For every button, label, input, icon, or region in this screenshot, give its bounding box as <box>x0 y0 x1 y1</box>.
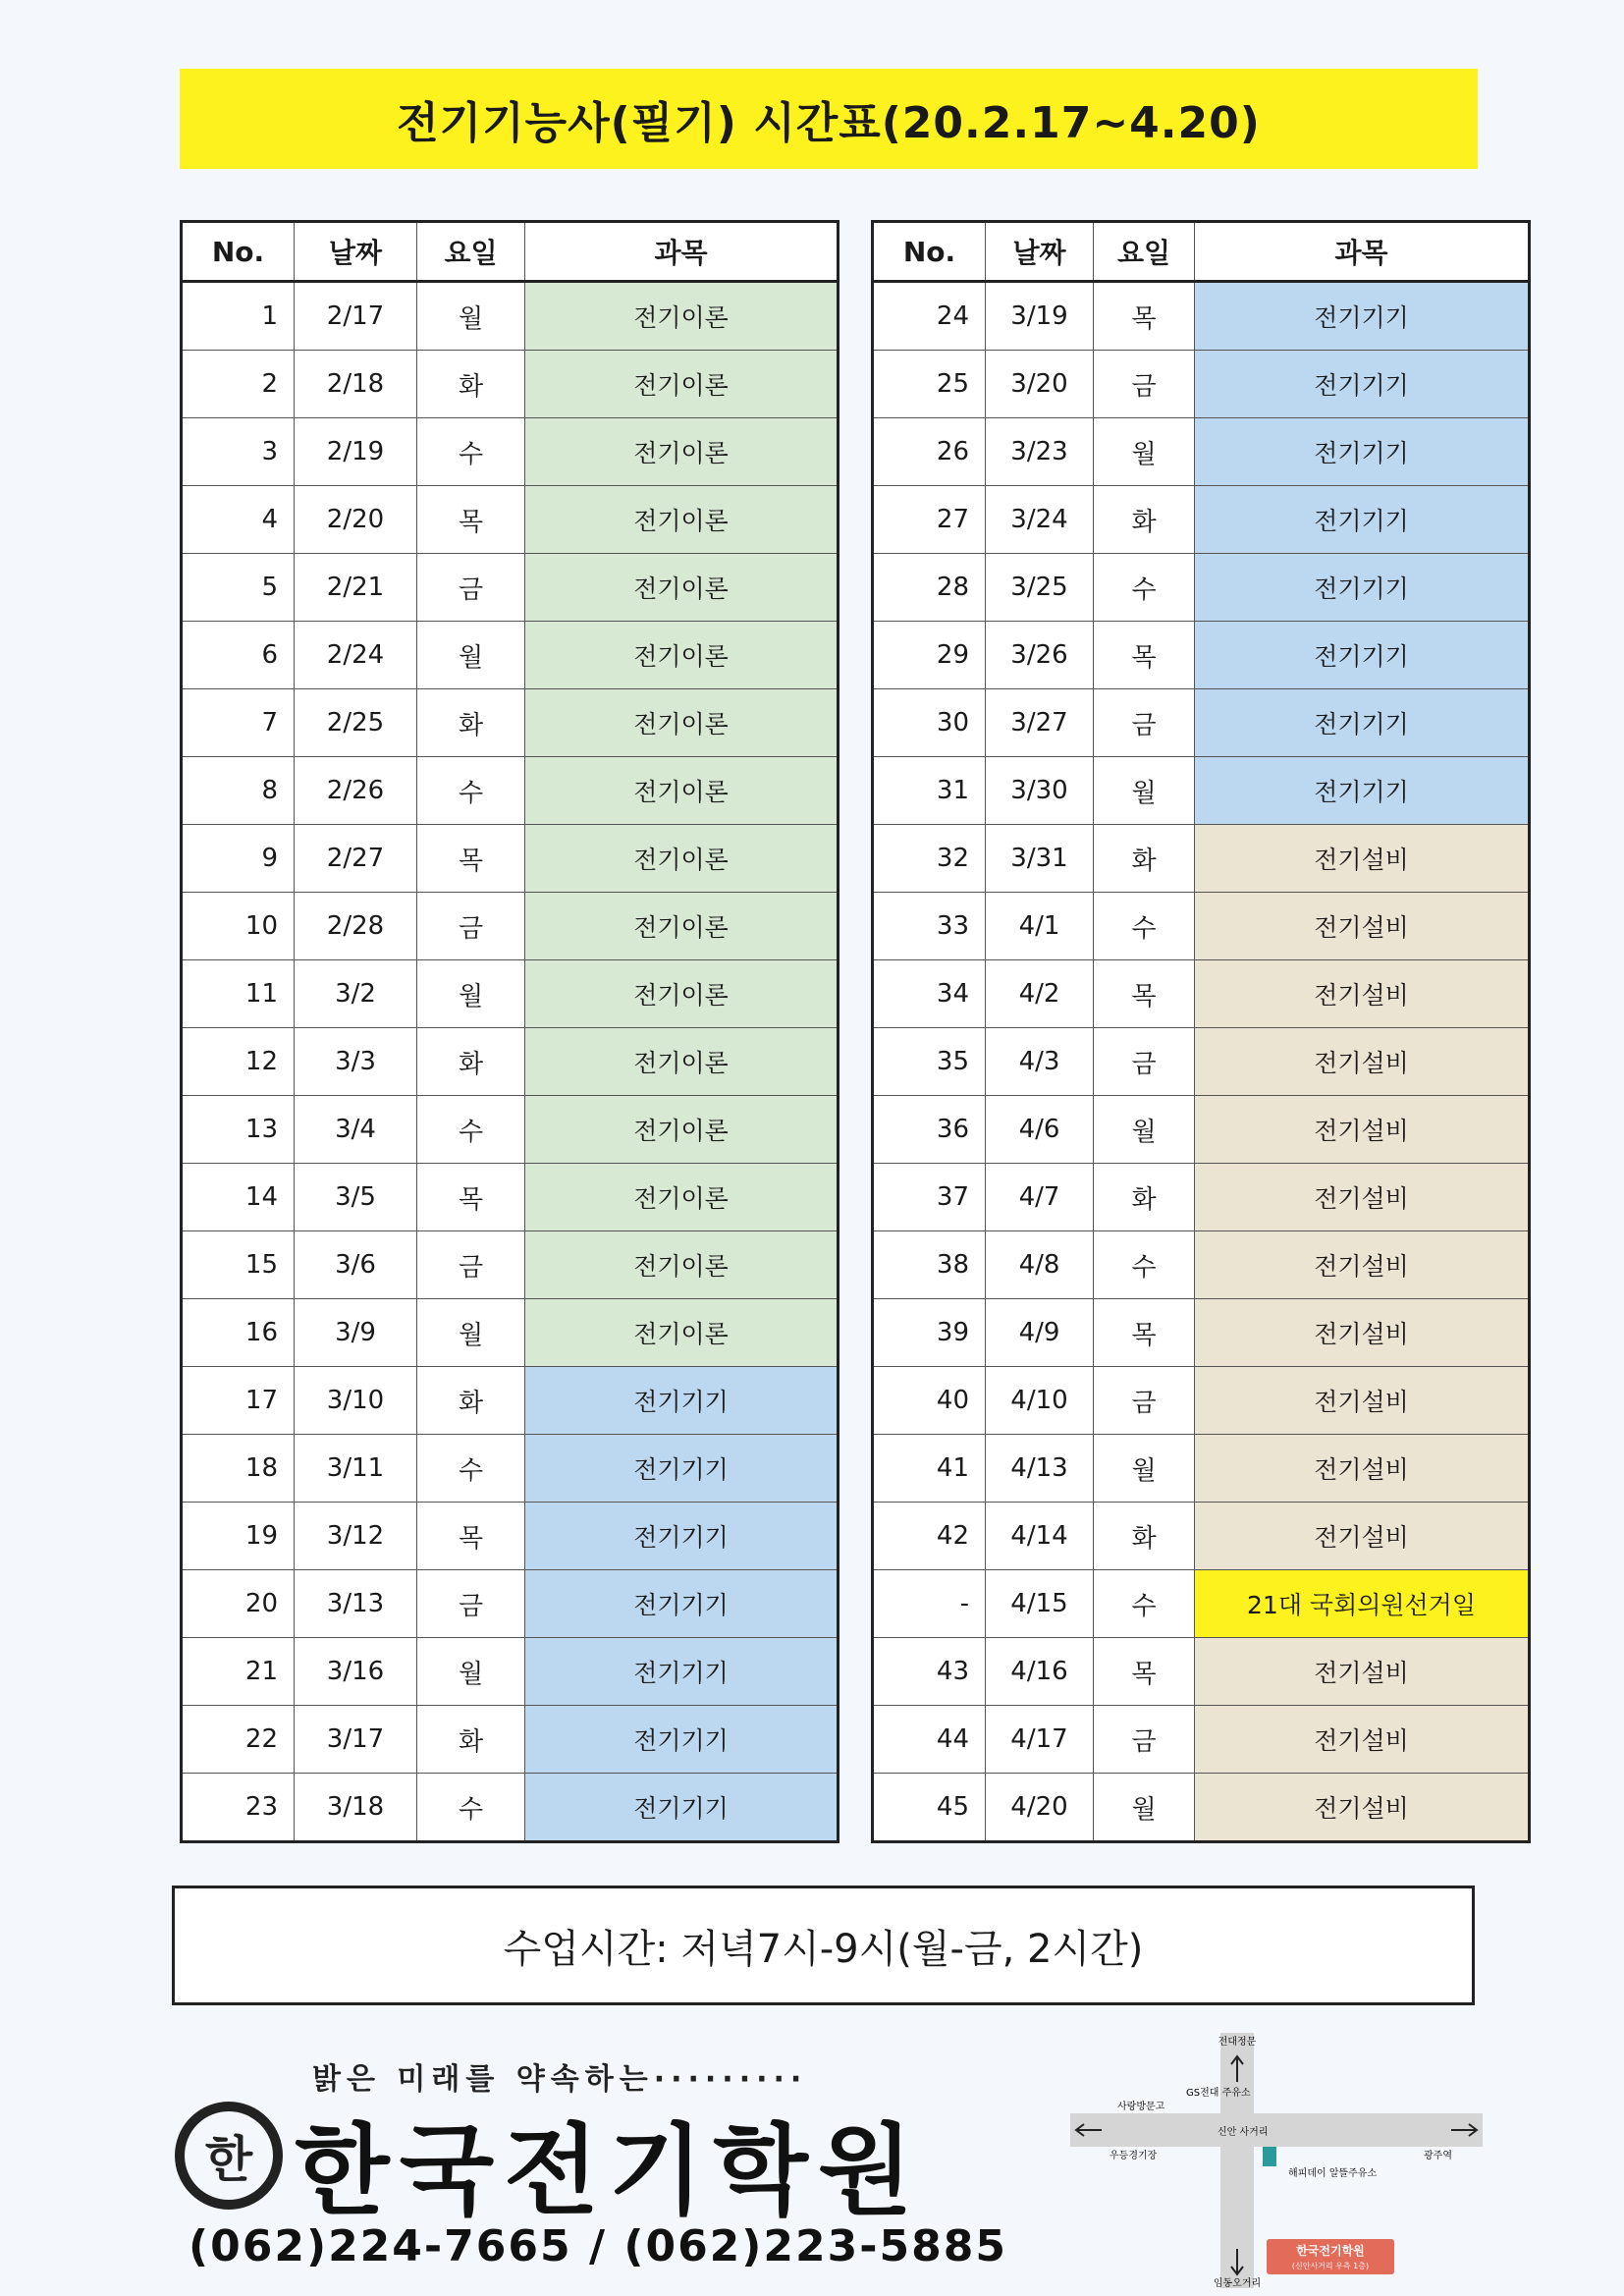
table-row <box>182 351 839 418</box>
row-day: 월 <box>1094 418 1195 486</box>
table-row <box>873 554 1530 622</box>
class-hours: 수업시간: 저녁7시-9시(월-금, 2시간) <box>172 1886 1475 2005</box>
row-subject: 전기기기 <box>1195 757 1530 825</box>
row-date: 4/8 <box>986 1231 1094 1299</box>
row-subject: 전기기기 <box>525 1367 839 1435</box>
row-no: 9 <box>182 825 295 893</box>
table-row <box>182 1774 839 1842</box>
row-no: 40 <box>873 1367 986 1435</box>
row-no: 13 <box>182 1096 295 1164</box>
table-row <box>182 825 839 893</box>
table-row <box>873 1096 1530 1164</box>
row-no: 27 <box>873 486 986 554</box>
row-subject: 전기이론 <box>525 554 839 622</box>
map-label-east: 광주역 <box>1424 2151 1452 2161</box>
schedule-body-left <box>182 282 839 1842</box>
table-row <box>182 1096 839 1164</box>
row-date: 3/19 <box>986 282 1094 351</box>
row-no: 28 <box>873 554 986 622</box>
row-date: 2/24 <box>295 622 417 689</box>
row-day: 수 <box>1094 1570 1195 1638</box>
row-subject: 전기기기 <box>525 1774 839 1842</box>
row-no: 23 <box>182 1774 295 1842</box>
table-row <box>873 1299 1530 1367</box>
map-label-school-sub: (신안사거리 우측 1층) <box>1291 2262 1370 2270</box>
row-day: 수 <box>1094 1231 1195 1299</box>
row-date: 3/9 <box>295 1299 417 1367</box>
row-no: 11 <box>182 960 295 1028</box>
map-label-south: 임동오거리 <box>1213 2278 1262 2288</box>
row-no: 20 <box>182 1570 295 1638</box>
row-day: 화 <box>417 1028 525 1096</box>
row-no: 6 <box>182 622 295 689</box>
row-no: 1 <box>182 282 295 351</box>
row-date: 2/26 <box>295 757 417 825</box>
row-subject: 전기기기 <box>1195 622 1530 689</box>
row-day: 월 <box>417 960 525 1028</box>
row-date: 2/19 <box>295 418 417 486</box>
row-day: 화 <box>1094 1503 1195 1570</box>
row-day: 금 <box>1094 689 1195 757</box>
table-row <box>182 1367 839 1435</box>
row-no: 15 <box>182 1231 295 1299</box>
row-day: 화 <box>417 689 525 757</box>
table-row <box>873 486 1530 554</box>
row-subject: 전기이론 <box>525 893 839 960</box>
academy-tagline: 밝은 미래를 약속하는········· <box>312 2062 808 2097</box>
row-no: 37 <box>873 1164 986 1231</box>
academy-name: 한국전기학원 <box>295 2113 923 2228</box>
row-subject: 전기이론 <box>525 622 839 689</box>
row-no: 43 <box>873 1638 986 1706</box>
row-day: 월 <box>417 622 525 689</box>
row-subject: 전기설비 <box>1195 825 1530 893</box>
row-date: 4/6 <box>986 1096 1094 1164</box>
table-row <box>182 1299 839 1367</box>
row-date: 3/10 <box>295 1367 417 1435</box>
table-row <box>182 757 839 825</box>
row-date: 4/9 <box>986 1299 1094 1367</box>
row-day: 수 <box>417 1774 525 1842</box>
table-row <box>182 960 839 1028</box>
schedule-table-right <box>871 220 1531 1843</box>
location-map <box>1070 2033 1483 2288</box>
row-date: 2/27 <box>295 825 417 893</box>
map-label-gs: GS전대 주유소 <box>1186 2088 1251 2099</box>
row-date: 4/20 <box>986 1774 1094 1842</box>
row-subject: 전기기기 <box>525 1706 839 1774</box>
row-no: 35 <box>873 1028 986 1096</box>
row-no: 45 <box>873 1774 986 1842</box>
table-row <box>873 418 1530 486</box>
row-subject: 전기기기 <box>525 1638 839 1706</box>
row-day: 목 <box>1094 622 1195 689</box>
row-date: 3/16 <box>295 1638 417 1706</box>
table-row <box>182 486 839 554</box>
row-date: 4/10 <box>986 1367 1094 1435</box>
table-row <box>873 689 1530 757</box>
row-subject: 전기이론 <box>525 757 839 825</box>
row-day: 목 <box>417 1503 525 1570</box>
row-date: 2/28 <box>295 893 417 960</box>
header-date: 날짜 <box>295 222 417 282</box>
row-no: 18 <box>182 1435 295 1503</box>
row-day: 금 <box>417 1570 525 1638</box>
row-date: 3/25 <box>986 554 1094 622</box>
map-label-center: 신안 사거리 <box>1218 2127 1269 2138</box>
table-header-row <box>182 222 839 282</box>
row-day: 금 <box>1094 351 1195 418</box>
row-date: 3/24 <box>986 486 1094 554</box>
row-day: 금 <box>1094 1706 1195 1774</box>
row-subject: 전기기기 <box>525 1503 839 1570</box>
page-title: 전기기능사(필기) 시간표(20.2.17~4.20) <box>180 69 1478 169</box>
row-subject: 전기이론 <box>525 1028 839 1096</box>
row-subject: 전기이론 <box>525 1096 839 1164</box>
row-day: 화 <box>1094 486 1195 554</box>
schedule-body-right <box>873 282 1530 1842</box>
row-day: 화 <box>417 1706 525 1774</box>
row-subject: 전기기기 <box>1195 282 1530 351</box>
row-day: 금 <box>417 554 525 622</box>
table-row <box>873 893 1530 960</box>
row-day: 목 <box>1094 960 1195 1028</box>
row-date: 4/15 <box>986 1570 1094 1638</box>
row-date: 2/25 <box>295 689 417 757</box>
table-row <box>182 622 839 689</box>
row-subject: 전기설비 <box>1195 1028 1530 1096</box>
row-no: 21 <box>182 1638 295 1706</box>
row-subject: 21대 국회의원선거일 <box>1195 1570 1530 1638</box>
table-row <box>873 1164 1530 1231</box>
row-no: 2 <box>182 351 295 418</box>
row-no: 36 <box>873 1096 986 1164</box>
header-no: No. <box>873 222 986 282</box>
row-no: 32 <box>873 825 986 893</box>
row-no: 10 <box>182 893 295 960</box>
header-date: 날짜 <box>986 222 1094 282</box>
row-no: 17 <box>182 1367 295 1435</box>
row-day: 수 <box>417 1435 525 1503</box>
row-day: 월 <box>417 1638 525 1706</box>
row-date: 4/3 <box>986 1028 1094 1096</box>
row-no: 39 <box>873 1299 986 1367</box>
row-date: 3/26 <box>986 622 1094 689</box>
row-day: 수 <box>417 1096 525 1164</box>
row-no: 26 <box>873 418 986 486</box>
row-date: 2/20 <box>295 486 417 554</box>
table-row <box>873 825 1530 893</box>
row-day: 월 <box>417 282 525 351</box>
row-day: 목 <box>1094 1638 1195 1706</box>
row-subject: 전기이론 <box>525 282 839 351</box>
row-subject: 전기설비 <box>1195 1774 1530 1842</box>
table-row <box>182 1706 839 1774</box>
row-date: 3/27 <box>986 689 1094 757</box>
table-row <box>873 1231 1530 1299</box>
table-row <box>873 1570 1530 1638</box>
row-subject: 전기설비 <box>1195 1706 1530 1774</box>
map-label-west: 우등경기장 <box>1110 2151 1158 2161</box>
row-no: 38 <box>873 1231 986 1299</box>
row-subject: 전기설비 <box>1195 1367 1530 1435</box>
table-row <box>182 1503 839 1570</box>
table-row <box>182 893 839 960</box>
row-no: 24 <box>873 282 986 351</box>
row-day: 금 <box>417 1231 525 1299</box>
row-subject: 전기이론 <box>525 1164 839 1231</box>
row-no: 34 <box>873 960 986 1028</box>
row-day: 수 <box>417 757 525 825</box>
row-day: 화 <box>417 351 525 418</box>
row-subject: 전기기기 <box>1195 554 1530 622</box>
row-date: 3/4 <box>295 1096 417 1164</box>
row-date: 4/16 <box>986 1638 1094 1706</box>
row-day: 목 <box>417 486 525 554</box>
row-no: 12 <box>182 1028 295 1096</box>
row-subject: 전기설비 <box>1195 1299 1530 1367</box>
row-no: 5 <box>182 554 295 622</box>
table-row <box>182 282 839 351</box>
row-no: 44 <box>873 1706 986 1774</box>
row-date: 3/2 <box>295 960 417 1028</box>
table-row <box>182 554 839 622</box>
row-subject: 전기이론 <box>525 1231 839 1299</box>
table-row <box>182 1570 839 1638</box>
row-date: 3/23 <box>986 418 1094 486</box>
row-subject: 전기이론 <box>525 689 839 757</box>
table-row <box>182 689 839 757</box>
row-date: 4/2 <box>986 960 1094 1028</box>
row-date: 3/11 <box>295 1435 417 1503</box>
row-date: 4/14 <box>986 1503 1094 1570</box>
row-no: 29 <box>873 622 986 689</box>
table-row <box>873 1638 1530 1706</box>
table-row <box>873 282 1530 351</box>
row-subject: 전기기기 <box>525 1570 839 1638</box>
row-subject: 전기기기 <box>1195 351 1530 418</box>
table-row <box>873 1706 1530 1774</box>
table-row <box>873 1503 1530 1570</box>
row-subject: 전기기기 <box>525 1435 839 1503</box>
row-subject: 전기기기 <box>1195 689 1530 757</box>
row-date: 3/5 <box>295 1164 417 1231</box>
map-building-icon <box>1263 2147 1276 2166</box>
row-day: 목 <box>417 825 525 893</box>
row-no: 31 <box>873 757 986 825</box>
row-day: 수 <box>417 418 525 486</box>
row-no: 8 <box>182 757 295 825</box>
header-day: 요일 <box>1094 222 1195 282</box>
table-row <box>182 1435 839 1503</box>
schedule-table-left <box>180 220 839 1843</box>
row-no: 42 <box>873 1503 986 1570</box>
row-subject: 전기설비 <box>1195 1164 1530 1231</box>
row-no: 30 <box>873 689 986 757</box>
map-label-gas: 해피데이 알뜰주유소 <box>1288 2168 1378 2179</box>
row-subject: 전기기기 <box>1195 486 1530 554</box>
row-date: 3/20 <box>986 351 1094 418</box>
table-row <box>182 1638 839 1706</box>
row-date: 3/6 <box>295 1231 417 1299</box>
row-no: 7 <box>182 689 295 757</box>
row-day: 월 <box>1094 1774 1195 1842</box>
row-subject: 전기이론 <box>525 1299 839 1367</box>
row-no: 22 <box>182 1706 295 1774</box>
table-row <box>873 960 1530 1028</box>
row-subject: 전기설비 <box>1195 1503 1530 1570</box>
map-road-horizontal <box>1070 2113 1483 2147</box>
row-date: 2/18 <box>295 351 417 418</box>
table-row <box>873 622 1530 689</box>
row-date: 3/30 <box>986 757 1094 825</box>
row-date: 2/17 <box>295 282 417 351</box>
map-label-school: 한국전기학원 <box>1296 2244 1365 2258</box>
row-subject: 전기설비 <box>1195 1638 1530 1706</box>
row-no: - <box>873 1570 986 1638</box>
row-day: 화 <box>1094 825 1195 893</box>
row-subject: 전기이론 <box>525 960 839 1028</box>
row-date: 3/3 <box>295 1028 417 1096</box>
row-day: 금 <box>1094 1028 1195 1096</box>
table-row <box>873 757 1530 825</box>
table-header-row <box>873 222 1530 282</box>
row-day: 금 <box>417 893 525 960</box>
table-row <box>182 418 839 486</box>
row-day: 화 <box>417 1367 525 1435</box>
header-subject: 과목 <box>525 222 839 282</box>
table-row <box>873 1774 1530 1842</box>
row-no: 33 <box>873 893 986 960</box>
map-label-north: 전대정문 <box>1218 2037 1257 2048</box>
row-day: 목 <box>417 1164 525 1231</box>
row-date: 4/13 <box>986 1435 1094 1503</box>
row-no: 4 <box>182 486 295 554</box>
row-subject: 전기설비 <box>1195 1435 1530 1503</box>
map-label-store: 사랑방문고 <box>1117 2102 1165 2112</box>
row-subject: 전기이론 <box>525 486 839 554</box>
row-day: 화 <box>1094 1164 1195 1231</box>
table-row <box>182 1164 839 1231</box>
row-subject: 전기기기 <box>1195 418 1530 486</box>
row-day: 금 <box>1094 1367 1195 1435</box>
row-subject: 전기설비 <box>1195 1231 1530 1299</box>
row-subject: 전기설비 <box>1195 893 1530 960</box>
table-row <box>182 1028 839 1096</box>
row-no: 41 <box>873 1435 986 1503</box>
row-subject: 전기설비 <box>1195 1096 1530 1164</box>
row-subject: 전기이론 <box>525 825 839 893</box>
row-no: 14 <box>182 1164 295 1231</box>
row-date: 4/17 <box>986 1706 1094 1774</box>
row-date: 3/17 <box>295 1706 417 1774</box>
table-row <box>873 351 1530 418</box>
row-no: 3 <box>182 418 295 486</box>
row-day: 수 <box>1094 554 1195 622</box>
row-day: 월 <box>417 1299 525 1367</box>
header-no: No. <box>182 222 295 282</box>
row-date: 3/12 <box>295 1503 417 1570</box>
table-row <box>873 1028 1530 1096</box>
table-row <box>182 1231 839 1299</box>
row-subject: 전기이론 <box>525 351 839 418</box>
row-subject: 전기이론 <box>525 418 839 486</box>
row-date: 3/31 <box>986 825 1094 893</box>
row-no: 16 <box>182 1299 295 1367</box>
row-day: 목 <box>1094 1299 1195 1367</box>
row-date: 3/18 <box>295 1774 417 1842</box>
academy-logo-icon: 한 <box>175 2102 283 2210</box>
header-day: 요일 <box>417 222 525 282</box>
row-subject: 전기설비 <box>1195 960 1530 1028</box>
row-day: 목 <box>1094 282 1195 351</box>
row-date: 3/13 <box>295 1570 417 1638</box>
row-date: 2/21 <box>295 554 417 622</box>
table-row <box>873 1367 1530 1435</box>
table-row <box>873 1435 1530 1503</box>
row-no: 19 <box>182 1503 295 1570</box>
row-day: 월 <box>1094 757 1195 825</box>
row-date: 4/7 <box>986 1164 1094 1231</box>
header-subject: 과목 <box>1195 222 1530 282</box>
row-day: 수 <box>1094 893 1195 960</box>
row-no: 25 <box>873 351 986 418</box>
row-date: 4/1 <box>986 893 1094 960</box>
row-day: 월 <box>1094 1096 1195 1164</box>
academy-phones: (062)224-7665 / (062)223-5885 <box>189 2221 1007 2271</box>
row-day: 월 <box>1094 1435 1195 1503</box>
